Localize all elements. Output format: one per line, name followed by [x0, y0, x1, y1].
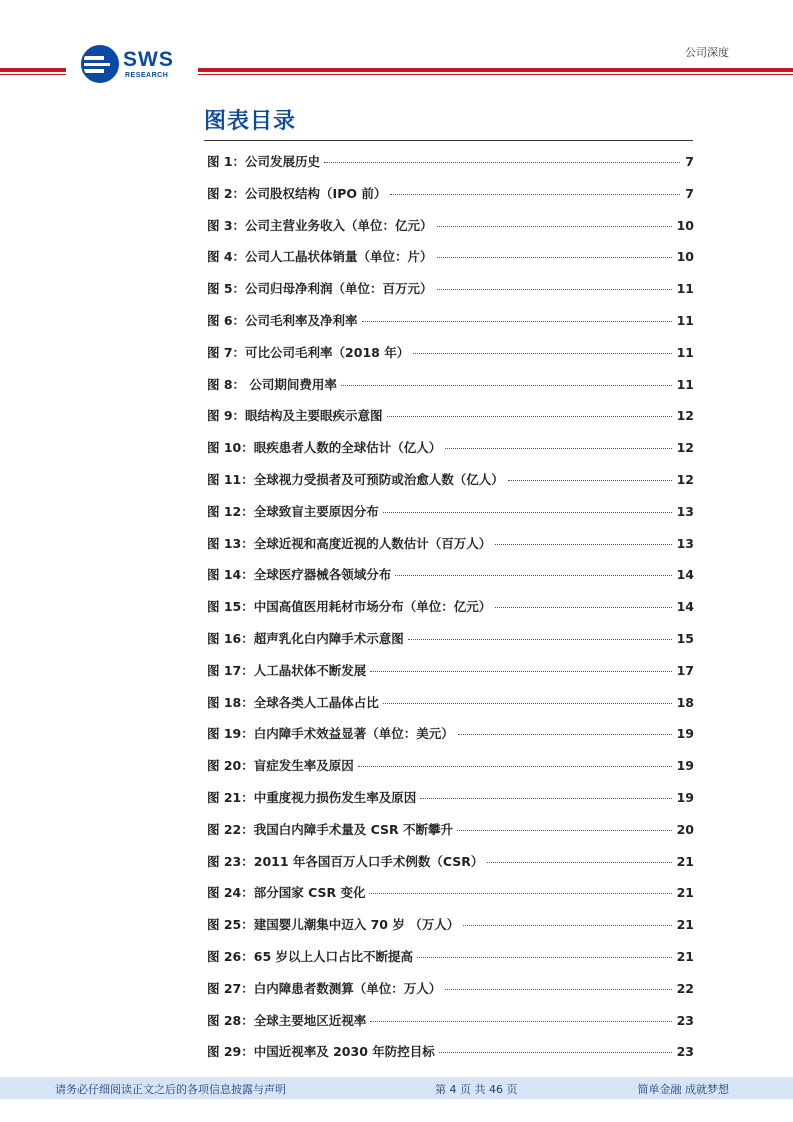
toc-entry[interactable] [207, 438, 694, 470]
toc-entry-label: 图 16：超声乳化白内障手术示意图 [207, 630, 404, 646]
toc-entry-page: 11 [676, 376, 694, 392]
logo-text: SWS [123, 48, 174, 71]
toc-entry-page: 19 [676, 758, 694, 774]
toc-entry-page: 18 [676, 694, 694, 710]
toc-entry-label: 图 17：人工晶状体不断发展 [207, 662, 367, 678]
toc-entry-label: 图 2：公司股权结构（IPO 前） [207, 185, 387, 201]
toc-entry-page: 10 [676, 249, 694, 265]
logo-emblem-icon [80, 44, 120, 84]
toc-entry-page: 23 [676, 1044, 694, 1060]
toc-entry-page: 14 [676, 599, 694, 615]
toc-entry[interactable] [207, 852, 694, 884]
toc-entry-label: 图 11：全球视力受损者及可预防或治愈人数（亿人） [207, 471, 504, 487]
toc-leader [370, 1021, 671, 1022]
toc-leader [463, 925, 671, 926]
toc-entry-label: 图 14：全球医疗器械各领域分布 [207, 567, 392, 583]
toc-entry-label: 图 23：2011 年各国百万人口手术例数（CSR） [207, 853, 484, 869]
toc-entry[interactable] [207, 693, 694, 725]
toc-leader [457, 830, 672, 831]
toc-entry[interactable] [207, 502, 694, 534]
toc-entry-page: 13 [676, 503, 694, 519]
toc-leader [417, 957, 672, 958]
header-rule-left [0, 68, 66, 72]
toc-entry-label: 图 25：建国婴儿潮集中迈入 70 岁 （万人） [207, 917, 460, 933]
toc-entry-page: 15 [676, 630, 694, 646]
toc-entry-label: 图 4：公司人工晶状体销量（单位：片） [207, 249, 433, 265]
toc-entry-label: 图 13：全球近视和高度近视的人数估计（百万人） [207, 535, 492, 551]
toc-entry-page: 7 [685, 154, 694, 169]
toc-entry[interactable] [207, 406, 694, 438]
toc-leader [369, 893, 671, 894]
toc-entry-page: 7 [685, 185, 694, 201]
toc-leader [390, 194, 680, 195]
toc-leader [439, 1052, 672, 1053]
figure-list [207, 152, 694, 1074]
sws-logo [80, 44, 190, 84]
toc-leader [458, 734, 672, 735]
toc-entry-page: 14 [676, 567, 694, 583]
toc-leader [324, 162, 680, 163]
toc-leader [508, 480, 672, 481]
toc-entry-label: 图 1：公司发展历史 [207, 154, 321, 169]
toc-entry-label: 图 26：65 岁以上人口占比不断提高 [207, 948, 413, 964]
toc-leader [445, 989, 671, 990]
toc-entry-page: 12 [676, 408, 694, 424]
toc-entry-page: 21 [676, 917, 694, 933]
report-type-label: 公司深度 [685, 46, 729, 59]
toc-entry-page: 12 [676, 471, 694, 487]
toc-entry[interactable] [207, 1042, 694, 1074]
toc-entry[interactable] [207, 534, 694, 566]
header-rule-right [198, 68, 793, 72]
toc-entry-label: 图 20：盲症发生率及原因 [207, 758, 354, 774]
header-rule-right-thin [198, 74, 793, 75]
toc-entry[interactable] [207, 597, 694, 629]
toc-leader [495, 607, 671, 608]
toc-leader [383, 703, 672, 704]
toc-entry[interactable] [207, 1011, 694, 1043]
toc-leader [495, 544, 671, 545]
toc-entry-label: 图 10：眼疾患者人数的全球估计（亿人） [207, 440, 442, 456]
toc-entry-page: 11 [676, 281, 694, 297]
toc-leader [370, 671, 671, 672]
toc-entry[interactable] [207, 788, 694, 820]
toc-entry-page: 21 [676, 853, 694, 869]
toc-entry-page: 20 [676, 821, 694, 837]
toc-entry[interactable] [207, 247, 694, 279]
toc-entry-page: 21 [676, 948, 694, 964]
toc-leader [437, 226, 672, 227]
toc-entry-label: 图 3：公司主营业务收入（单位：亿元） [207, 217, 433, 233]
toc-entry-page: 19 [676, 789, 694, 805]
toc-entry-label: 图 18：全球各类人工晶体占比 [207, 694, 379, 710]
footer-disclaimer: 请务必仔细阅读正文之后的各项信息披露与声明 [55, 1083, 286, 1096]
page-title: 图表目录 [204, 109, 297, 134]
toc-entry-label: 图 19：白内障手术效益显著（单位：美元） [207, 726, 454, 742]
toc-entry[interactable] [207, 756, 694, 788]
toc-entry-label: 图 7：可比公司毛利率（2018 年） [207, 344, 410, 360]
toc-entry[interactable] [207, 216, 694, 248]
footer-slogan: 简单金融 成就梦想 [637, 1083, 729, 1096]
toc-entry-label: 图 27：白内障患者数测算（单位：万人） [207, 980, 442, 996]
toc-leader [387, 416, 672, 417]
toc-entry-page: 19 [676, 726, 694, 742]
toc-entry[interactable] [207, 311, 694, 343]
toc-entry-page: 11 [676, 312, 694, 328]
toc-entry[interactable] [207, 979, 694, 1011]
toc-leader [362, 321, 672, 322]
toc-entry-label: 图 21：中重度视力损伤发生率及原因 [207, 789, 417, 805]
title-divider [204, 140, 693, 141]
toc-leader [445, 448, 671, 449]
toc-entry-page: 21 [676, 885, 694, 901]
toc-entry[interactable] [207, 661, 694, 693]
toc-entry-page: 11 [676, 344, 694, 360]
toc-entry-page: 10 [676, 217, 694, 233]
toc-entry[interactable] [207, 152, 694, 184]
toc-entry[interactable] [207, 724, 694, 756]
toc-entry-label: 图 5：公司归母净利润（单位：百万元） [207, 281, 433, 297]
toc-entry-page: 22 [676, 980, 694, 996]
toc-entry-label: 图 6：公司毛利率及净利率 [207, 312, 358, 328]
logo-subtext: RESEARCH [125, 72, 169, 79]
footer-page-number: 第 4 页 共 46 页 [435, 1083, 518, 1096]
toc-entry[interactable] [207, 915, 694, 947]
toc-entry[interactable] [207, 629, 694, 661]
toc-entry[interactable] [207, 184, 694, 216]
toc-entry[interactable] [207, 343, 694, 375]
toc-entry-page: 17 [676, 662, 694, 678]
toc-entry-page: 23 [676, 1012, 694, 1028]
toc-entry-label: 图 24：部分国家 CSR 变化 [207, 885, 366, 901]
toc-entry-label: 图 12：全球致盲主要原因分布 [207, 503, 379, 519]
toc-entry[interactable] [207, 279, 694, 311]
toc-entry-label: 图 22：我国白内障手术量及 CSR 不断攀升 [207, 821, 453, 837]
toc-leader [408, 639, 672, 640]
toc-leader [341, 385, 672, 386]
toc-entry-label: 图 29：中国近视率及 2030 年防控目标 [207, 1044, 435, 1060]
toc-entry-label: 图 28：全球主要地区近视率 [207, 1012, 367, 1028]
toc-entry-page: 13 [676, 535, 694, 551]
toc-entry[interactable] [207, 883, 694, 915]
toc-entry-label: 图 8： 公司期间费用率 [207, 376, 337, 392]
toc-entry[interactable] [207, 947, 694, 979]
toc-leader [437, 257, 672, 258]
toc-entry[interactable] [207, 820, 694, 852]
toc-entry-page: 12 [676, 440, 694, 456]
toc-leader [358, 766, 672, 767]
toc-entry[interactable] [207, 470, 694, 502]
toc-leader [383, 512, 672, 513]
toc-entry-label: 图 15：中国高值医用耗材市场分布（单位：亿元） [207, 599, 492, 615]
toc-leader [413, 353, 671, 354]
toc-leader [487, 862, 671, 863]
toc-entry[interactable] [207, 565, 694, 597]
toc-leader [420, 798, 671, 799]
toc-leader [437, 289, 672, 290]
header-rule-left-thin [0, 74, 66, 75]
toc-entry-label: 图 9：眼结构及主要眼疾示意图 [207, 408, 383, 424]
toc-entry[interactable] [207, 375, 694, 407]
toc-leader [395, 575, 671, 576]
